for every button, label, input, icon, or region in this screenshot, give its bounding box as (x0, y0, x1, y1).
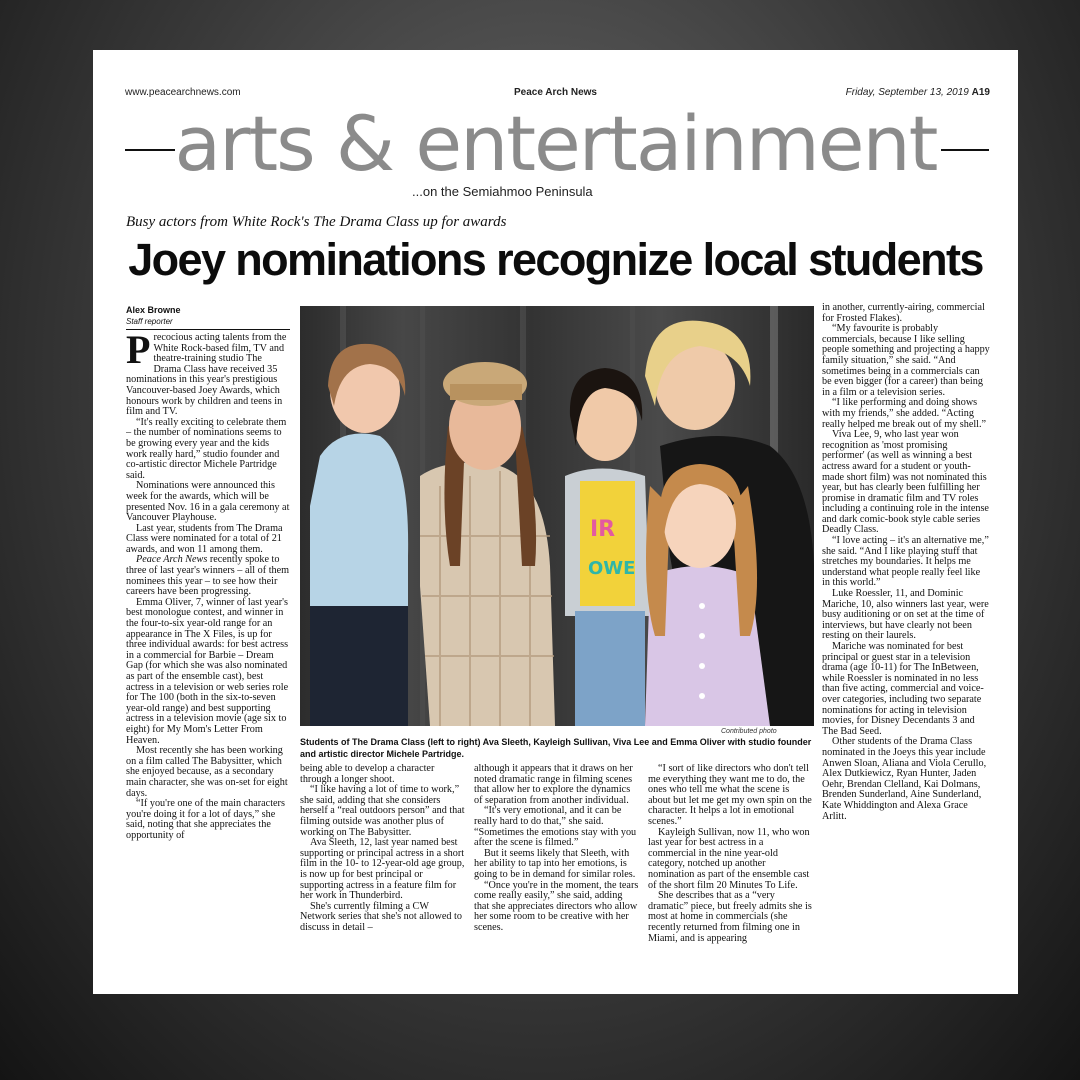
article-column-5 (822, 303, 990, 990)
paragraph: “Once you're in the moment, the tears come really easily,” she said, adding that she appreciates directors who allow her some room to be creative with her scenes. (474, 879, 639, 933)
section-banner: arts & entertainment (174, 99, 937, 188)
paragraph: “If you're one of the main characters you're doing it for a lot of days,” she said, noting that she appreciates the opportunity of (126, 798, 285, 841)
paragraph: She describes that as a “very dramatic” piece, but freely admits she is most at home in commercials (she recently returned from filming one in Miami, and is appearing (648, 890, 812, 944)
byline-rule (126, 329, 290, 330)
paragraph: She's currently filming a CW Network series that she's not allowed to discuss in detail – (300, 900, 462, 933)
person-kayleigh-sullivan (420, 362, 555, 726)
author-name: Alex Browne (126, 305, 181, 315)
paragraph: being able to develop a character through a longer shoot. (300, 764, 435, 785)
paragraph: Mariche was nominated for best principal or guest star in a television drama (age 10-11) for The InBetween, while Roessler is nominated in no less than five acting, commercial and voice-over categories, including two separate nominations for acting in television movies, for Disney Decendants 3 and The Bad Seed. (822, 641, 984, 737)
article-column-4 (648, 764, 814, 990)
paragraph: Luke Roessler, 11, and Dominic Mariche, 10, also winners last year, were busy auditioning or on set at the time of interviews, but have clearly not been resting on their laurels. (822, 588, 989, 642)
paragraph: “I like having a lot of time to work,” she said, adding that she considers herself a “real outdoors person” and that filming outside was another plus of working on The Babysitter. (300, 784, 465, 838)
page-number: A19 (971, 87, 990, 98)
article-column-2 (300, 764, 466, 990)
paragraph: Kayleigh Sullivan, now 11, who won last year for best actress in a commercial in the nine year-old category, notched up another nomination as part of the ensemble cast of the short film 20 Minutes To Life. (648, 826, 810, 891)
paragraph: But it seems likely that Sleeth, with her ability to tap into her emotions, is going to be in demand for similar roles. (474, 847, 636, 880)
article-kicker: Busy actors from White Rock's The Drama Class up for awards (126, 214, 507, 230)
paper-name: Peace Arch News (513, 87, 597, 98)
article-column-1 (126, 333, 292, 990)
photo-caption: Students of The Drama Class (left to right) Ava Sleeth, Kayleigh Sullivan, Viva Lee and Emma Oliver with studio founder and artistic director Michele Partridge. (300, 737, 812, 759)
byline (126, 305, 181, 327)
newspaper-page (93, 50, 1018, 994)
paragraph: “It's very emotional, and it can be really hard to do that,” she said. “Sometimes the emotions stay with you after the scene is filmed.” (474, 805, 637, 849)
paragraph: Last year, students from The Drama Class were nominated for a total of 21 awards, and won 11 among them. (126, 522, 283, 555)
article-headline: Joey nominations recognize local students (128, 234, 983, 285)
photo-credit: Contributed photo (721, 728, 777, 735)
paragraph: “I sort of like directors who don't tell me everything they want me to do, the ones who tell me what the scene is about but let me get my own spin on the character. It helps a lot in emotional scenes.” (648, 764, 812, 827)
paragraph: Other students of the Drama Class nominated in the Joeys this year include Anwen Sloan, Aliana and Viola Cerullo, Alex Dutkiewicz, Ryan Hunter, Jaden Oehr, Brendan Clelland, Kai Dolmans, Brenden Sunderland, Aine Sunderland, Kate Whiddington and Alexa Grace Arlitt. (822, 736, 987, 822)
paragraph: in another, currently-airing, commercial for Frosted Flakes). (822, 303, 985, 324)
paragraph: Viva Lee, 9, who last year won recognition as 'most promising performer' (as well as winning a best actress award for a student or youth-made short film) was not nominated this year, but has clearly been fulfilling her promise in dramatic film and TV roles including a continuing role in the intense and dark comic-book style cable series Deadly Class. (822, 429, 989, 536)
article-photo (300, 306, 814, 726)
paragraph: “My favourite is probably commercials, because I like selling people something and projecting a happy family situation,” she said. “And sometimes being in a commercials can be even bigger (for a career) than being in a film or a television series. (822, 323, 990, 398)
author-role: Staff reporter (126, 317, 173, 326)
person-ava-sleeth (310, 344, 408, 726)
paragraph: “It's really exciting to celebrate them – the number of nominations seems to be growing every year and the kids work really hard,” studio founder and co-artistic director Michele Partridge said. (126, 416, 287, 481)
banner-rule-right (941, 149, 989, 151)
group-photo-illustration (300, 306, 814, 726)
date-text: Friday, September 13, 2019 (845, 87, 969, 98)
paragraph: Precocious acting talents from the White Rock-based film, TV and theatre-training studio The Drama Class have received 35 nominations in this year's prestigious Vancouver-based Joey Awards, which honours work by children and teens in film and TV. (126, 333, 287, 418)
svg-text:IR: IR (590, 517, 616, 542)
website-url: www.peacearchnews.com (125, 87, 241, 98)
drop-cap: P (126, 333, 151, 372)
paragraph: although it appears that it draws on her noted dramatic range in filming scenes that allow her to explore the dynamics of separation from another individual. (474, 764, 633, 806)
person-viva-lee (565, 368, 650, 726)
paragraph: “I love acting – it's an alternative me,” she said. “And I like playing stuff that stretches my boundaries. It helps me understand what people really feel like in this world.” (822, 535, 989, 589)
article-column-3 (474, 764, 640, 990)
section-tagline: ...on the Semiahmoo Peninsula (412, 184, 593, 199)
paragraph: Peace Arch News recently spoke to three of last year's winners – all of them nominees this year – to see how their careers have been progressing. (126, 554, 290, 598)
paragraph: Emma Oliver, 7, winner of last year's best monologue contest, and winner in the four-to-six year-old range for an appearance in The X Files, is up for three individual awards: for best actress in a commercial for Barbie – Dream Gap (for which she was also nominated as part of the ensemble cast), best actress in a television or web series role for The 100 (both in the six-to-seven year-old range) and best supporting actress in a television movie (age six to eight) for My Mom's Letter From Heaven. (126, 596, 289, 746)
paragraph: Nominations were announced this week for the awards, which will be presented Nov. 16 in a gala ceremony at Vancouver Playhouse. (126, 480, 290, 524)
paragraph: Most recently she has been working on a film called The Babysitter, which she enjoyed because, as a secondary main character, she was on-set for eight days. (126, 745, 288, 799)
paragraph: Ava Sleeth, 12, last year named best supporting or principal actress in a short film in the 10- to 12-year-old age group, is now up for best principal or supporting actress in a feature film for her work in Thunderbird. (300, 837, 465, 902)
paragraph: “I like performing and doing shows with my friends,” she added. “Acting really helped me break out of my shell.” (822, 397, 987, 430)
svg-text:OWE: OWE (588, 558, 636, 579)
